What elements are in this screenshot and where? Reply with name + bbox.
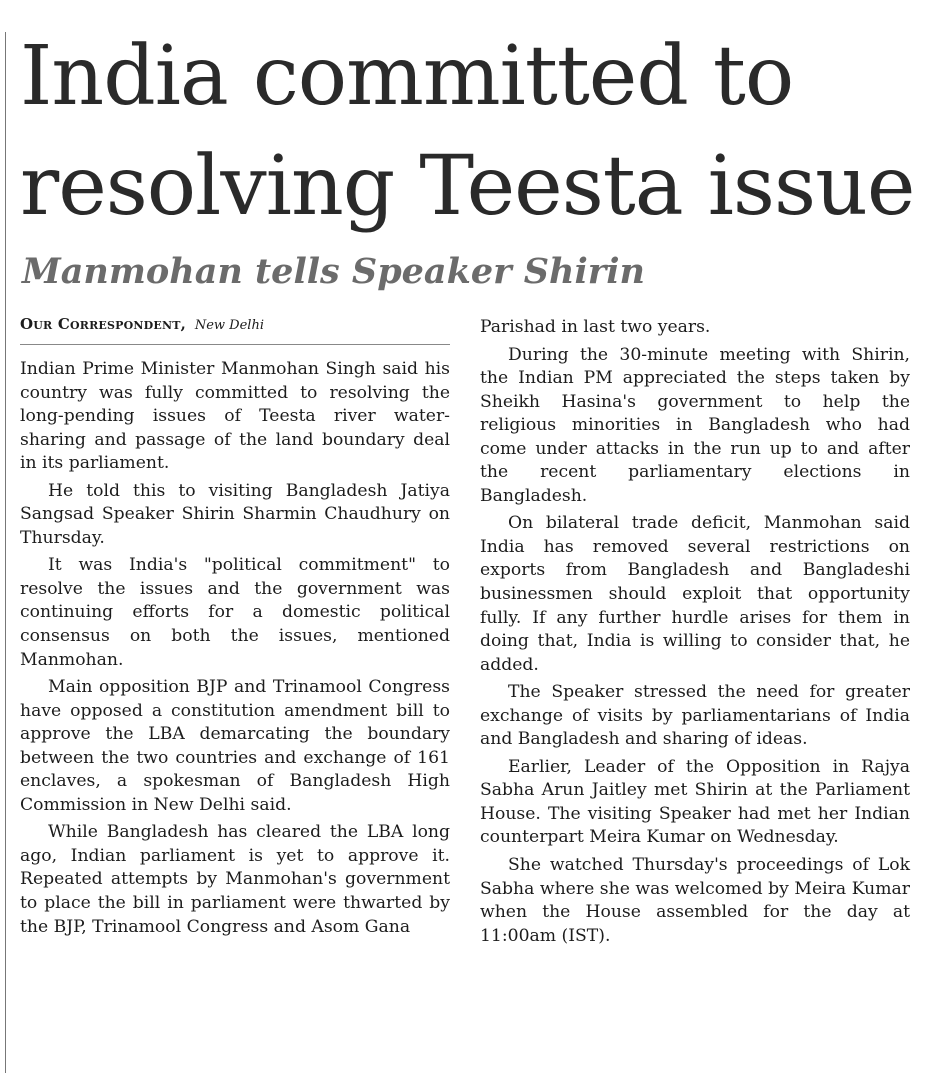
article-column-2	[480, 316, 910, 952]
byline-location: New Delhi	[194, 318, 264, 333]
paragraph: While Bangladesh has cleared the LBA long ago, Indian parliament is yet to approve it. Repeated attempts by Manmohan's government to place the bill in parliament were thwarted by the BJP, Trinamool Congress and Asom Gana	[20, 822, 450, 937]
paragraph: It was India's "political commitment" to resolve the issues and the government was continuing efforts for a domestic political consensus on both the issues, mentioned Manmohan.	[20, 555, 450, 670]
paragraph: He told this to visiting Bangladesh Jatiya Sangsad Speaker Shirin Sharmin Chaudhury on Thursday.	[20, 480, 450, 548]
headline-line-1: India committed to	[20, 29, 794, 124]
article-column-1	[20, 358, 450, 943]
byline-author: Our Correspondent,	[20, 315, 187, 333]
headline	[20, 22, 930, 242]
column-rule	[5, 32, 6, 1073]
headline-line-2: resolving Teesta issue	[20, 139, 915, 234]
paragraph: Indian Prime Minister Manmohan Singh said his country was fully committed to resolving the long-pending issues of Teesta river water-sharing and passage of the land boundary deal in its parliament.	[20, 359, 450, 474]
paragraph: The Speaker stressed the need for greater exchange of visits by parliamentarians of India and Bangladesh and sharing of ideas.	[480, 682, 910, 750]
paragraph: She watched Thursday's proceedings of Lok Sabha where she was welcomed by Meira Kumar when the House assembled for the day at 11:00am (IST).	[480, 855, 910, 946]
paragraph-continuation: Parishad in last two years.	[480, 317, 711, 337]
subheadline: Manmohan tells Speaker Shirin	[22, 251, 645, 292]
paragraph: On bilateral trade deficit, Manmohan said India has removed several restrictions on exports from Bangladesh and Bangladeshi businessmen should exploit that opportunity fully. If any further hurdle arises for them in doing that, India is willing to consider that, he added.	[480, 513, 910, 675]
paragraph: Earlier, Leader of the Opposition in Rajya Sabha Arun Jaitley met Shirin at the Parliament House. The visiting Speaker had met her Indian counterpart Meira Kumar on Wednesday.	[480, 756, 910, 848]
paragraph: Main opposition BJP and Trinamool Congress have opposed a constitution amendment bill to approve the LBA demarcating the boundary between the two countries and exchange of 161 enclaves, a spokesman of Bangladesh High Commission in New Delhi said.	[20, 677, 450, 815]
paragraph: During the 30-minute meeting with Shirin, the Indian PM appreciated the steps taken by Sheikh Hasina's government to help the religious minorities in Bangladesh who had come under attacks in the run up to and after the recent parliamentary elections in Bangladesh.	[480, 344, 910, 506]
byline	[20, 314, 450, 345]
